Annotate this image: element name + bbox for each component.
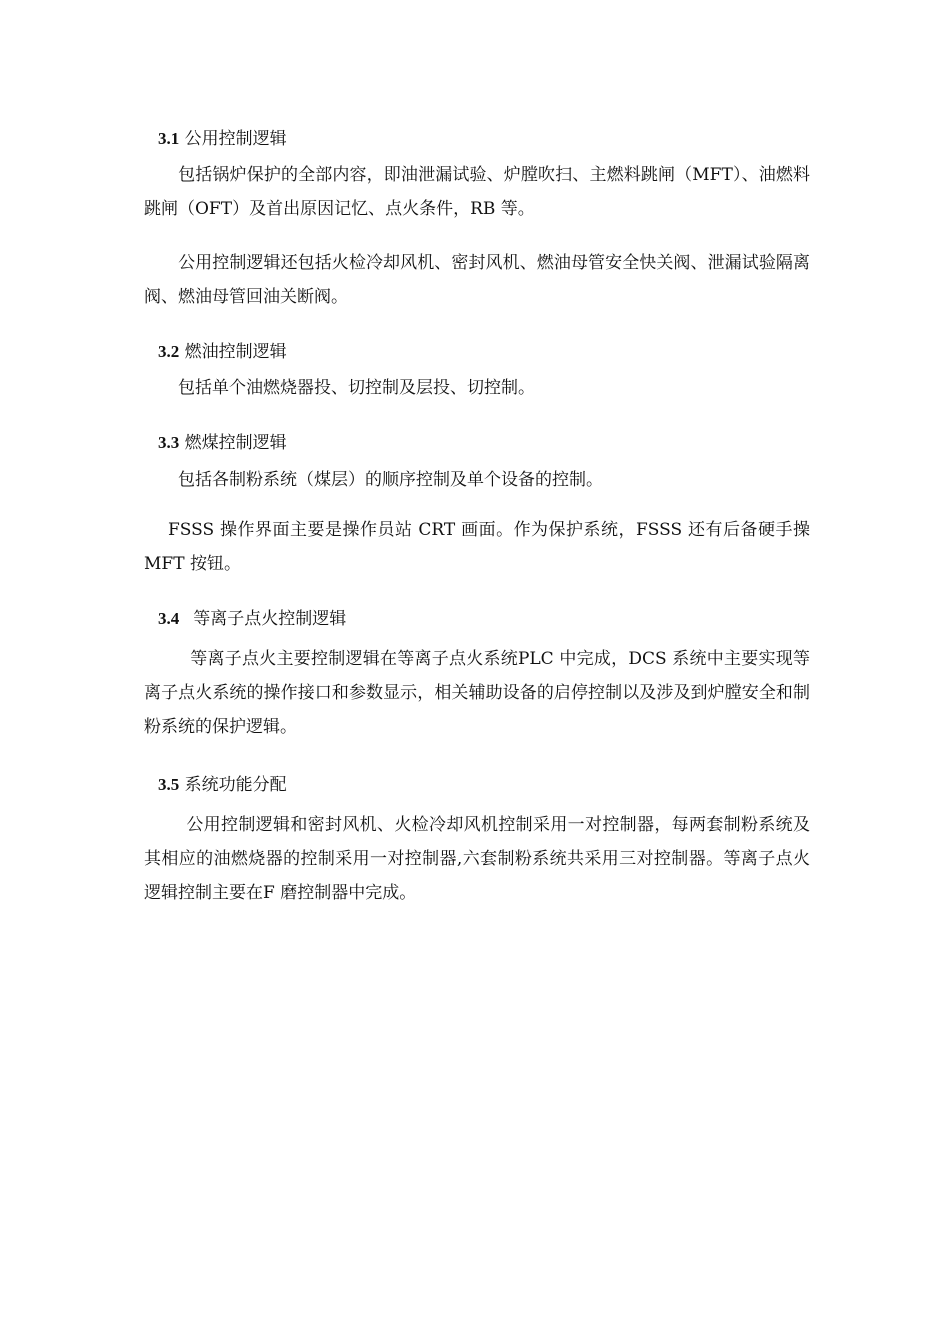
paragraph-3-3-b	[144, 513, 810, 581]
section-number: 3.1	[158, 129, 180, 148]
paragraph-3-4-a	[144, 642, 810, 744]
section-number: 3.4	[158, 609, 180, 628]
section-title: 燃油控制逻辑	[184, 342, 287, 362]
paragraph-3-2-a	[144, 371, 810, 405]
paragraph-3-1-a	[144, 158, 810, 226]
section-heading-3-5	[158, 774, 287, 796]
section-heading-3-1	[158, 128, 287, 150]
section-title: 等离子点火控制逻辑	[193, 609, 347, 629]
paragraph-text: 包括单个油燃烧器投、切控制及层投、切控制。	[178, 378, 535, 398]
paragraph-text: 等离子点火主要控制逻辑在等离子点火系统PLC 中完成，DCS 系统中主要实现等离子点火系统的操作接口和参数显示，相关辅助设备的启停控制以及涉及到炉膛安全和制粉系统的保护逻辑。	[144, 649, 810, 737]
paragraph-text: FSSS 操作界面主要是操作员站 CRT 画面。作为保护系统，FSSS 还有后备硬手操 MFT 按钮。	[144, 520, 810, 574]
section-heading-3-4	[158, 608, 346, 630]
paragraph-3-1-b	[144, 246, 810, 314]
section-title: 公用控制逻辑	[184, 129, 287, 149]
paragraph-3-3-a	[144, 463, 810, 497]
section-title: 燃煤控制逻辑	[184, 433, 287, 453]
section-number: 3.2	[158, 342, 180, 361]
paragraph-text: 公用控制逻辑还包括火检冷却风机、密封风机、燃油母管安全快关阀、泄漏试验隔离阀、燃油母管回油关断阀。	[144, 253, 810, 307]
section-title: 系统功能分配	[184, 775, 287, 795]
section-number: 3.3	[158, 433, 180, 452]
paragraph-text: 包括锅炉保护的全部内容，即油泄漏试验、炉膛吹扫、主燃料跳闸（MFT）、油燃料跳闸（OFT）及首出原因记忆、点火条件，RB 等。	[144, 165, 810, 219]
section-heading-3-2	[158, 341, 287, 363]
section-heading-3-3	[158, 432, 287, 454]
section-number: 3.5	[158, 775, 180, 794]
paragraph-3-5-a	[144, 808, 810, 910]
paragraph-text: 公用控制逻辑和密封风机、火检冷却风机控制采用一对控制器，每两套制粉系统及其相应的油燃烧器的控制采用一对控制器,六套制粉系统共采用三对控制器。等离子点火逻辑控制主要在F 磨控制器中完成。	[144, 815, 810, 903]
paragraph-text: 包括各制粉系统（煤层）的顺序控制及单个设备的控制。	[178, 470, 603, 490]
